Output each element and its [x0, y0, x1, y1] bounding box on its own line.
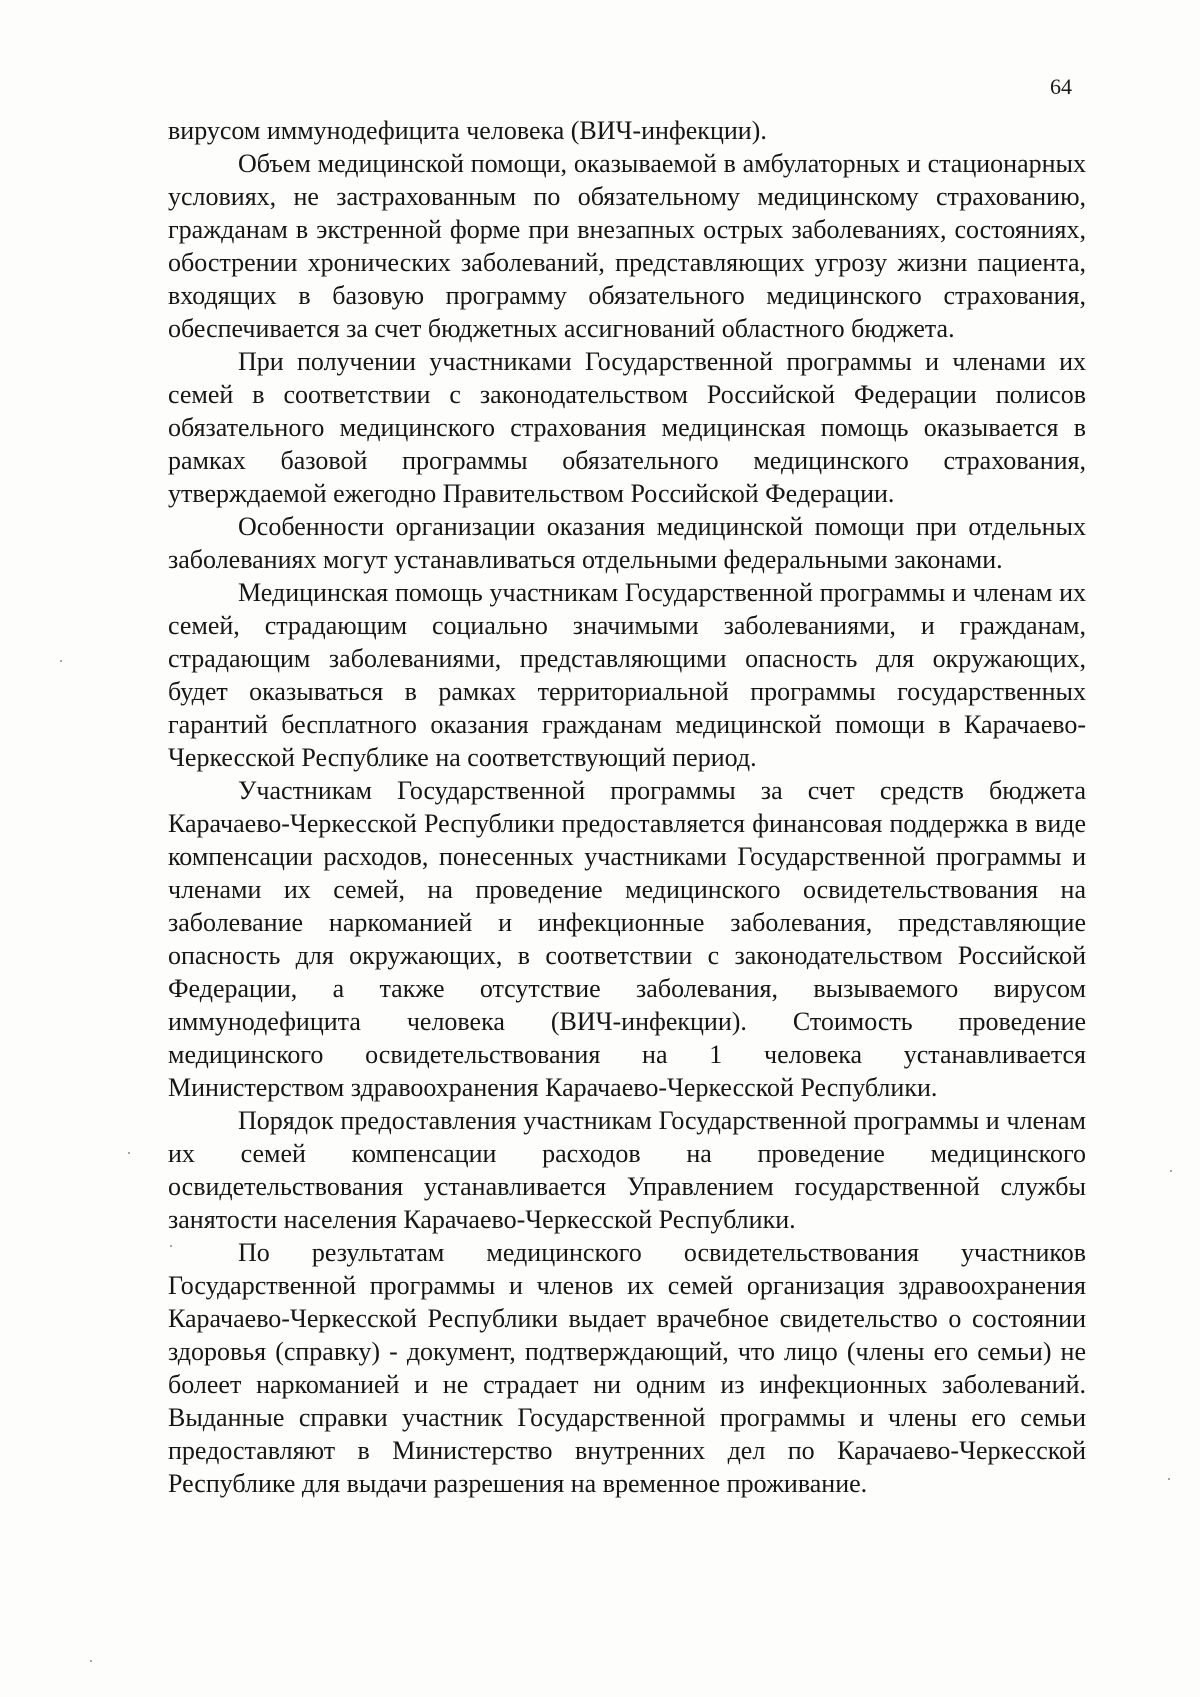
paragraph-compensation-procedure: Порядок предоставления участникам Государственной программы и членам их семей компенсации расходов на проведение медицинского освидетельствования устанавливается Управлением государственной службы занятости населения Карачаево-Черкесской Республики.: [168, 1106, 1086, 1234]
scan-speck: [170, 1245, 172, 1247]
scan-speck: [90, 1660, 92, 1662]
paragraph-financial-support: Участникам Государственной программы за счет средств бюджета Карачаево-Черкесской Республики предоставляется финансовая поддержка в виде компенсации расходов, понесенных участниками Государственной программы и членами их семей, на проведение медицинского освидетельствования на заболевание наркоманией и инфекционные заболевания, представляющие опасность для окружающих, в соответствии с законодательством Российской Федерации, а также отсутствие заболевания, вызываемого вирусом иммунодефицита человека (ВИЧ-инфекции). Стоимость проведение медицинского освидетельствования на 1 человека устанавливается Министерством здравоохранения Карачаево-Черкесской Республики.: [168, 776, 1086, 1102]
paragraph-medical-certificate: По результатам медицинского освидетельствования участников Государственной программы и членов их семей организация здравоохранения Карачаево-Черкесской Республики выдает врачебное свидетельство о состоянии здоровья (справку) - документ, подтверждающий, что лицо (члены его семьи) не болеет наркоманией и не страдает ни одним из инфекционных заболеваний. Выданные справки участник Государственной программы и члены его семьи предоставляют в Министерство внутренних дел по Карачаево-Черкесской Республике для выдачи разрешения на временное проживание.: [168, 1238, 1086, 1498]
paragraph-special-diseases: Особенности организации оказания медицинской помощи при отдельных заболеваниях могут устанавливаться отдельными федеральными законами.: [168, 512, 1086, 574]
paragraph-insurance-policies: При получении участниками Государственной программы и членами их семей в соответствии с законодательством Российской Федерации полисов обязательного медицинского страхования медицинская помощь оказывается в рамках базовой программы обязательного медицинского страхования, утверждаемой ежегодно Правительством Российской Федерации.: [168, 347, 1086, 508]
page-number: 64: [1050, 74, 1072, 99]
scan-speck: [128, 1152, 130, 1154]
scan-speck: [1170, 1170, 1172, 1172]
scan-speck: [1168, 1478, 1170, 1480]
paragraph-medical-care-volume: Объем медицинской помощи, оказываемой в амбулаторных и стационарных условиях, не застрахованным по обязательному медицинскому страхованию, гражданам в экстренной форме при внезапных острых заболеваниях, состояниях, обострении хронических заболеваний, представляющих угрозу жизни пациента, входящих в базовую программу обязательного медицинского страхования, обеспечивается за счет бюджетных ассигнований областного бюджета.: [168, 149, 1086, 343]
document-body: [168, 114, 1086, 1500]
scan-speck: [60, 660, 62, 662]
paragraph-continuation: вирусом иммунодефицита человека (ВИЧ-инфекции).: [168, 116, 767, 145]
paragraph-socially-significant-diseases: Медицинская помощь участникам Государственной программы и членам их семей, страдающим социально значимыми заболеваниями, и гражданам, страдающим заболеваниями, представляющими опасность для окружающих, будет оказываться в рамках территориальной программы государственных гарантий бесплатного оказания гражданам медицинской помощи в Карачаево-Черкесской Республике на соответствующий период.: [168, 578, 1086, 772]
